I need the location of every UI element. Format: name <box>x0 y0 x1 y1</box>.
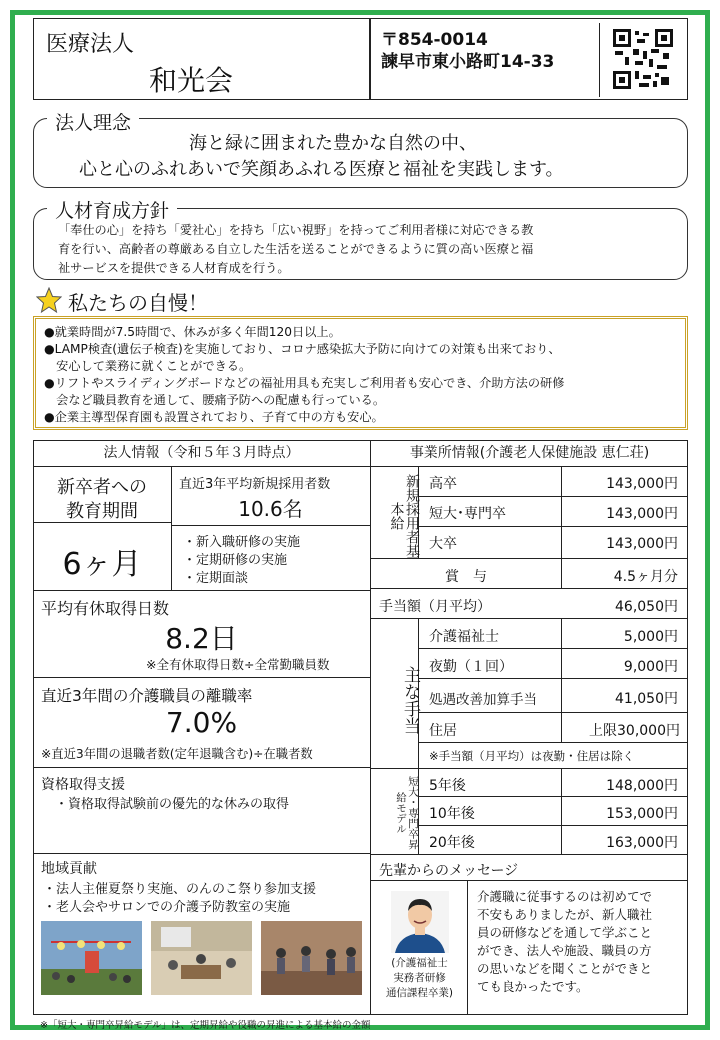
hr-policy-line3: 祉サービスを提供できる人材育成を行う。 <box>58 261 290 275</box>
philosophy-title: 法人理念 <box>47 108 139 135</box>
senior-profile-line3: 通信課程卒業) <box>385 987 454 999</box>
message-body <box>469 881 688 1015</box>
corp-info-header: 法人情報（令和５年３月時点） <box>33 440 370 467</box>
allowance-rows <box>419 619 688 768</box>
qualification-item: ・資格取得試験前の優先的な休みの取得 <box>55 797 290 812</box>
community-block <box>33 854 370 1015</box>
training-item-3: ・定期面談 <box>183 571 249 586</box>
allowance-total-value: 46,050円 <box>615 599 678 615</box>
base-salary-label-cell <box>371 467 419 558</box>
model-rows <box>419 769 688 854</box>
turnover-block <box>33 678 370 768</box>
pride-line3: 安心して業務に就くことができる。 <box>44 359 252 373</box>
salon-photo <box>151 921 252 995</box>
turnover-label: 直近3年間の介護職員の離職率 <box>41 687 253 705</box>
senior-staff-photo <box>391 891 449 953</box>
training-item-2: ・定期研修の実施 <box>183 553 288 568</box>
message-title: 先輩からのメッセージ <box>379 863 519 879</box>
allowance-total-row <box>371 589 688 619</box>
model-label-5y: 5年後 <box>429 778 466 794</box>
model-value-10y: 153,000円 <box>606 806 678 822</box>
address: 諫早市東小路町14-33 <box>381 52 555 72</box>
senior-profile-line1: (介護福祉士 <box>391 957 448 969</box>
pride-line6: ●企業主導型保育園も設置されており、子育て中の方も安心。 <box>44 410 384 424</box>
newgrad-label-line1: 新卒者への <box>57 477 147 498</box>
allowance-total-label: 手当額（月平均） <box>379 599 491 615</box>
hire-count-value: 10.6名 <box>238 497 303 521</box>
salary-value-college: 143,000円 <box>606 506 678 522</box>
message-line5: の思いなどを聞くことができと <box>477 961 653 976</box>
community-item-2: ・老人会やサロンでの介護予防教室の実施 <box>43 900 291 915</box>
postal-code: 〒854-0014 <box>381 30 488 50</box>
pride-title: 私たちの自慢！ <box>68 291 208 315</box>
bonus-value: 4.5ヶ月分 <box>613 569 678 585</box>
philosophy-line2: 心と心のふれあいで笑顔あふれる医療と福祉を実践します。 <box>79 159 564 180</box>
pride-line1: ●就業時間が7.5時間で、休みが多く年間120日以上。 <box>44 325 341 339</box>
message-line4: ができ、法人や施設、職員の方 <box>477 943 652 958</box>
allowance-label-caregiver: 介護福祉士 <box>429 629 499 645</box>
turnover-note: ※直近3年間の退職者数(定年退職含む)÷在職者数 <box>41 747 313 761</box>
message-title-row <box>371 855 688 881</box>
footer-note: ※「短大・専門卒昇給モデル」は、定期昇給や役職の昇進による基本給の金額 <box>40 1020 371 1031</box>
bonus-row <box>371 558 688 589</box>
org-type: 医療法人 <box>46 32 135 57</box>
salary-label-university: 大卒 <box>429 536 457 552</box>
exercise-class-photo <box>261 921 362 995</box>
address-box <box>370 18 688 100</box>
hr-policy-line1: 「奉仕の心」を持ち「愛社心」を持ち「広い視野」を持ってご利用者様に対応できる教 <box>58 223 534 237</box>
education-block <box>33 467 370 591</box>
allowance-value-treatment: 41,050円 <box>615 691 678 707</box>
pride-box <box>33 316 688 430</box>
pride-line5: 会など職員教育を通して、腰痛予防への配慮も行っている。 <box>44 393 386 407</box>
qr-code-icon <box>613 29 673 89</box>
community-title: 地域貢献 <box>41 861 97 877</box>
paid-leave-note: ※全有休取得日数÷全常勤職員数 <box>146 657 330 672</box>
allowance-value-caregiver: 5,000円 <box>623 629 678 645</box>
qualification-block <box>33 768 370 854</box>
salary-label-college: 短大･専門卒 <box>429 506 506 522</box>
org-name: 和光会 <box>149 64 234 97</box>
main-allowance-label: 主な手当 <box>400 666 420 734</box>
allowance-value-housing: 上限30,000円 <box>589 723 680 739</box>
bonus-label: 賞 与 <box>445 569 487 585</box>
senior-profile-line2: 実務者研修 <box>393 972 446 984</box>
message-line6: ても良かったです。 <box>477 979 589 994</box>
allowance-label-treatment: 処遇改善加算手当 <box>429 692 537 708</box>
allowance-note: ※手当額（月平均）は夜勤・住居は除く <box>429 749 635 763</box>
model-label-cell <box>371 769 419 854</box>
training-item-1: ・新入職研修の実施 <box>183 535 301 550</box>
paid-leave-label: 平均有休取得日数 <box>41 599 170 618</box>
pride-line2: ●LAMP検査(遺伝子検査)を実施しており、コロナ感染拡大予防に向けての対策も出来ており、 <box>44 342 561 356</box>
allowance-label-night: 夜勤（１回） <box>429 659 513 675</box>
education-period: 6ヶ月 <box>62 547 142 582</box>
facility-info-header: 事業所情報(介護老人保健施設 恵仁荘) <box>371 440 688 467</box>
base-salary-label: 新規採用者基本給 <box>388 473 420 558</box>
model-value-5y: 148,000円 <box>606 778 678 794</box>
message-line3: 員の研修などを通して学ぶこと <box>477 925 653 940</box>
model-label-10y: 10年後 <box>429 806 475 822</box>
salary-value-highschool: 143,000円 <box>606 476 678 492</box>
hire-count-label: 直近3年平均新規採用者数 <box>179 477 331 492</box>
turnover-value: 7.0% <box>165 706 238 739</box>
model-label: 短大・専門卒昇給モデル <box>395 776 419 850</box>
pride-line4: ●リフトやスライディングボードなどの福祉用具も充実しご利用者も安心でき、介助方法の研修 <box>44 376 565 390</box>
hr-policy-title: 人材育成方針 <box>47 196 177 223</box>
newgrad-label-line2: 教育期間 <box>66 501 138 522</box>
philosophy-line1: 海と緑に囲まれた豊かな自然の中、 <box>189 133 477 154</box>
salary-label-highschool: 高卒 <box>429 476 457 492</box>
allowance-label-housing: 住居 <box>429 723 457 739</box>
model-label-20y: 20年後 <box>429 835 475 851</box>
senior-profile <box>371 881 468 1015</box>
star-icon <box>36 287 62 313</box>
org-name-box <box>33 18 370 100</box>
salary-value-university: 143,000円 <box>606 536 678 552</box>
festival-photo <box>41 921 142 995</box>
paid-leave-value: 8.2日 <box>165 622 238 655</box>
qualification-title: 資格取得支援 <box>41 777 125 793</box>
main-allowance-label-cell <box>371 619 419 768</box>
message-line2: 不安もありましたが、新人職社 <box>477 907 653 922</box>
message-line1: 介護職に従事するのは初めてで <box>477 889 653 904</box>
community-item-1: ・法人主催夏祭り実施、のんのこ祭り参加支援 <box>43 882 317 897</box>
paid-leave-block <box>33 591 370 678</box>
allowance-value-night: 9,000円 <box>623 659 678 675</box>
hr-policy-line2: 育を行い、高齢者の尊厳ある自立した生活を送ることができるように質の高い医療と福 <box>58 242 534 256</box>
model-value-20y: 163,000円 <box>606 835 678 851</box>
